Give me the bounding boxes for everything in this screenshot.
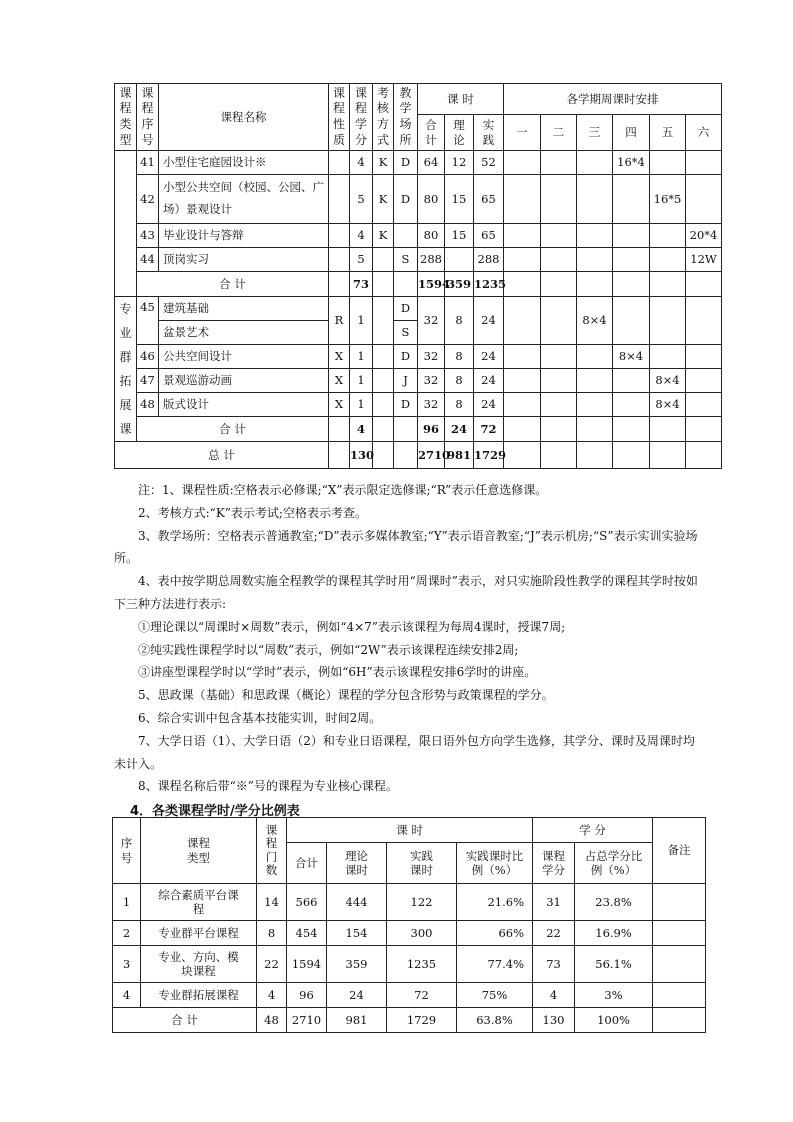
- note-7: 7、大学日语（1）、大学日语（2）和专业日语课程，限日语外包方向学生选修，其学分、课时及周课时均未计入。: [114, 733, 695, 771]
- course-hours-theory: 8: [445, 345, 474, 369]
- course-type-extension: 专 业 群 拓 展 课: [115, 297, 137, 442]
- note-3: 3、教学场所：空格表示普通教室;“D”表示多媒体教室;“Y”表示语音教室;“J”表示机房;“S”表示实训实验场所。: [114, 528, 698, 566]
- empty-cell: [373, 442, 394, 469]
- course-hours-total: 80: [418, 224, 445, 248]
- table-row: [113, 921, 706, 946]
- semester-cell: [541, 297, 577, 345]
- row-seq: 4: [113, 983, 141, 1008]
- course-hours-theory: 8: [445, 393, 474, 417]
- course-exam: [373, 248, 394, 272]
- semester-cell: [577, 151, 613, 175]
- sum-practice-ratio: 63.8%: [457, 1008, 533, 1033]
- course-credit: 1: [350, 345, 373, 369]
- semester-cell: [686, 297, 722, 345]
- header-hours-total: 合 计: [418, 115, 445, 151]
- course-credit: 1: [350, 297, 373, 345]
- course-credit: 5: [350, 248, 373, 272]
- semester-cell: [613, 175, 650, 224]
- header-hours-theory: 理 论: [445, 115, 474, 151]
- row-credit-ratio: 56.1%: [575, 946, 653, 983]
- header-course-credit: 课 程 学 分: [350, 84, 373, 151]
- header-count: 课 程 门 数: [257, 818, 287, 884]
- semester-cell: [613, 369, 650, 393]
- empty-cell: [613, 442, 650, 469]
- empty-cell: [650, 442, 686, 469]
- note-4a: ①理论课以“周课时×周数”表示，例如“4×7”表示该课程为每周4课时，授课7周;: [138, 619, 566, 634]
- course-credit: 4: [350, 151, 373, 175]
- course-credit: 1: [350, 393, 373, 417]
- semester-cell: [686, 393, 722, 417]
- course-venue: D: [394, 297, 418, 321]
- note-2: 2、考核方式:“K”表示考试;空格表示考查。: [138, 505, 367, 520]
- subtotal-credit: 4: [350, 417, 373, 442]
- row-practice: 72: [387, 983, 457, 1008]
- subtotal-hours-total: 1594: [418, 272, 445, 297]
- row-theory: 154: [327, 921, 387, 946]
- empty-cell: [541, 442, 577, 469]
- course-hours-practice: 52: [474, 151, 504, 175]
- course-nature: [329, 175, 350, 224]
- subtotal-credit: 73: [350, 272, 373, 297]
- semester-cell: [541, 151, 577, 175]
- ratio-table: [112, 817, 706, 1033]
- course-exam: [373, 393, 394, 417]
- course-venue: S: [394, 321, 418, 345]
- course-hours-theory: 15: [445, 224, 474, 248]
- course-hours-theory: [445, 248, 474, 272]
- course-exam: K: [373, 151, 394, 175]
- empty-cell: [329, 417, 350, 442]
- semester-cell: [650, 345, 686, 369]
- empty-cell: [504, 272, 541, 297]
- semester-cell: [504, 175, 541, 224]
- semester-cell: [650, 151, 686, 175]
- course-credit: 1: [350, 369, 373, 393]
- grand-total-row: [115, 442, 722, 469]
- row-credit-ratio: 23.8%: [575, 884, 653, 921]
- empty-cell: [686, 442, 722, 469]
- semester-cell: 16*5: [650, 175, 686, 224]
- row-count: 22: [257, 946, 287, 983]
- row-theory: 24: [327, 983, 387, 1008]
- course-exam: [373, 369, 394, 393]
- course-hours-total: 32: [418, 345, 445, 369]
- course-seq: 45: [137, 297, 159, 345]
- header-exam-method: 考 核 方 式: [373, 84, 394, 151]
- course-venue: D: [394, 151, 418, 175]
- course-hours-total: 80: [418, 175, 445, 224]
- course-name: 盆景艺术: [159, 321, 329, 345]
- empty-cell: [373, 417, 394, 442]
- note-6: 6、综合实训中包含基本技能实训，时间2周。: [138, 710, 382, 725]
- table-row: [115, 175, 722, 224]
- course-nature: X: [329, 393, 350, 417]
- semester-cell: [504, 345, 541, 369]
- header-theory: 理论 课时: [327, 843, 387, 884]
- course-venue: D: [394, 393, 418, 417]
- note-8: 8、课程名称后带“※”号的课程为专业核心课程。: [138, 779, 398, 794]
- empty-cell: [577, 272, 613, 297]
- sum-remark: [653, 1008, 706, 1033]
- course-nature: [329, 224, 350, 248]
- course-nature: [329, 151, 350, 175]
- row-seq: 2: [113, 921, 141, 946]
- header-hours-practice: 实 践: [474, 115, 504, 151]
- row-remark: [653, 983, 706, 1008]
- grand-total-theory: 981: [445, 442, 474, 469]
- header-teaching-venue: 教 学 场 所: [394, 84, 418, 151]
- header-semester-4: 四: [613, 115, 650, 151]
- row-type: 专业群平台课程: [141, 921, 257, 946]
- header-credit: 学 分: [533, 818, 653, 843]
- course-name: 顶岗实习: [159, 248, 329, 272]
- sum-count: 48: [257, 1008, 287, 1033]
- empty-cell: [650, 417, 686, 442]
- semester-cell: [577, 175, 613, 224]
- semester-cell: [504, 224, 541, 248]
- row-credit: 31: [533, 884, 575, 921]
- course-seq: 44: [137, 248, 159, 272]
- semester-cell: [577, 248, 613, 272]
- row-credit: 22: [533, 921, 575, 946]
- row-total: 1594: [287, 946, 327, 983]
- semester-cell: [613, 393, 650, 417]
- empty-cell: [504, 417, 541, 442]
- semester-cell: [504, 151, 541, 175]
- semester-cell: [541, 345, 577, 369]
- empty-cell: [577, 442, 613, 469]
- course-seq: 42: [137, 175, 159, 224]
- course-exam: K: [373, 175, 394, 224]
- semester-cell: [577, 369, 613, 393]
- course-hours-practice: 24: [474, 297, 504, 345]
- semester-cell: [541, 369, 577, 393]
- row-seq: 3: [113, 946, 141, 983]
- table-row: [113, 983, 706, 1008]
- semester-cell: [613, 297, 650, 345]
- course-hours-theory: 15: [445, 175, 474, 224]
- semester-cell: [504, 248, 541, 272]
- row-type: 专业、方向、模块课程: [141, 946, 257, 983]
- note-4: 4、表中按学期总周数实施全程教学的课程其学时用“周课时”表示，对只实施阶段性教学的课程其学时按如下三种方法进行表示:: [114, 574, 698, 611]
- semester-cell: 20*4: [686, 224, 722, 248]
- semester-cell: [613, 248, 650, 272]
- grand-total-credit: 130: [350, 442, 373, 469]
- semester-cell: [650, 224, 686, 248]
- semester-cell: [541, 248, 577, 272]
- header-total: 合计: [287, 843, 327, 884]
- course-name: 版式设计: [159, 393, 329, 417]
- course-hours-practice: 24: [474, 345, 504, 369]
- section-title: 4．各类课程学时/学分比例表: [130, 804, 300, 819]
- empty-cell: [613, 417, 650, 442]
- header-course-nature: 课 程 性 质: [329, 84, 350, 151]
- course-name: 小型公共空间（校园、公园、广场）景观设计: [159, 175, 329, 224]
- row-total: 96: [287, 983, 327, 1008]
- subtotal-row: [115, 417, 722, 442]
- course-nature: X: [329, 345, 350, 369]
- header-semester-schedule: 各学期周课时安排: [504, 84, 722, 115]
- course-name: 毕业设计与答辩: [159, 224, 329, 248]
- sum-total: 2710: [287, 1008, 327, 1033]
- course-type-cell: [115, 151, 137, 297]
- course-exam: [373, 297, 394, 345]
- semester-cell: [504, 297, 541, 345]
- header-semester-5: 五: [650, 115, 686, 151]
- table-row: [115, 345, 722, 369]
- header-credit-ratio: 占总学分比 例（%）: [575, 843, 653, 884]
- row-theory: 444: [327, 884, 387, 921]
- row-count: 8: [257, 921, 287, 946]
- semester-cell: [686, 345, 722, 369]
- semester-cell: [541, 175, 577, 224]
- course-venue: S: [394, 248, 418, 272]
- header-type: 课程 类型: [141, 818, 257, 884]
- course-seq: 46: [137, 345, 159, 369]
- course-name: 建筑基础: [159, 297, 329, 321]
- course-name: 景观巡游动画: [159, 369, 329, 393]
- empty-cell: [394, 442, 418, 469]
- semester-cell: [686, 175, 722, 224]
- row-type: 专业群拓展课程: [141, 983, 257, 1008]
- empty-cell: [329, 272, 350, 297]
- course-hours-practice: 288: [474, 248, 504, 272]
- empty-cell: [613, 272, 650, 297]
- row-type: 综合素质平台课程: [141, 884, 257, 921]
- course-credit: 5: [350, 175, 373, 224]
- course-hours-total: 64: [418, 151, 445, 175]
- header-remark: 备注: [653, 818, 706, 884]
- semester-cell: 16*4: [613, 151, 650, 175]
- row-credit-ratio: 3%: [575, 983, 653, 1008]
- row-credit-ratio: 16.9%: [575, 921, 653, 946]
- table-row: [115, 369, 722, 393]
- course-exam: [373, 345, 394, 369]
- header-semester-1: 一: [504, 115, 541, 151]
- semester-cell: 8×4: [650, 393, 686, 417]
- course-name: 小型住宅庭园设计※: [159, 151, 329, 175]
- course-exam: K: [373, 224, 394, 248]
- course-nature: R: [329, 297, 350, 345]
- header-hours: 课 时: [287, 818, 533, 843]
- empty-cell: [686, 417, 722, 442]
- row-count: 14: [257, 884, 287, 921]
- sum-credit-ratio: 100%: [575, 1008, 653, 1033]
- header-seq: 序 号: [113, 818, 141, 884]
- header-course-name: 课程名称: [159, 84, 329, 151]
- course-seq: 41: [137, 151, 159, 175]
- semester-cell: [686, 369, 722, 393]
- row-remark: [653, 946, 706, 983]
- course-nature: X: [329, 369, 350, 393]
- subtotal-label: 合 计: [137, 417, 329, 442]
- notes-section: [114, 479, 704, 798]
- note-4b: ②纯实践性课程学时以“周数”表示，例如“2W”表示该课程连续安排2周;: [138, 642, 519, 657]
- header-course-type: 课 程 类 型: [115, 84, 137, 151]
- semester-cell: [686, 151, 722, 175]
- header-credit-val: 课程 学分: [533, 843, 575, 884]
- note-5: 5、思政课（基础）和思政课（概论）课程的学分包含形势与政策课程的学分。: [138, 688, 554, 703]
- course-credit: 4: [350, 224, 373, 248]
- subtotal-row: [115, 272, 722, 297]
- table-row: [115, 297, 722, 321]
- note-4c: ③讲座型课程学时以“学时”表示，例如“6H”表示该课程安排6学时的讲座。: [138, 665, 537, 680]
- sum-label: 合 计: [113, 1008, 257, 1033]
- empty-cell: [394, 272, 418, 297]
- table-row: [115, 393, 722, 417]
- empty-cell: [686, 272, 722, 297]
- table-row: [113, 884, 706, 921]
- empty-cell: [373, 272, 394, 297]
- row-total: 454: [287, 921, 327, 946]
- empty-cell: [541, 272, 577, 297]
- header-course-seq: 课 程 序 号: [137, 84, 159, 151]
- table-row: [115, 248, 722, 272]
- course-venue: J: [394, 369, 418, 393]
- subtotal-hours-theory: 24: [445, 417, 474, 442]
- note-1: 注：1、课程性质:空格表示必修课;“X”表示限定选修课;“R”表示任意选修课。: [138, 483, 548, 497]
- semester-cell: [504, 393, 541, 417]
- semester-cell: 8×4: [650, 369, 686, 393]
- grand-total-hours: 2710: [418, 442, 445, 469]
- course-hours-total: 32: [418, 369, 445, 393]
- course-hours-total: 32: [418, 393, 445, 417]
- course-schedule-table: [114, 83, 722, 469]
- row-credit: 73: [533, 946, 575, 983]
- table-row: [115, 151, 722, 175]
- table-row: [115, 224, 722, 248]
- row-total: 566: [287, 884, 327, 921]
- row-practice-ratio: 66%: [457, 921, 533, 946]
- table-row: [113, 946, 706, 983]
- course-seq: 47: [137, 369, 159, 393]
- subtotal-hours-theory: 359: [445, 272, 474, 297]
- semester-cell: 8×4: [613, 345, 650, 369]
- course-venue: D: [394, 345, 418, 369]
- course-hours-practice: 65: [474, 224, 504, 248]
- empty-cell: [650, 272, 686, 297]
- course-venue: D: [394, 175, 418, 224]
- semester-cell: [504, 369, 541, 393]
- semester-cell: [541, 393, 577, 417]
- course-hours-practice: 65: [474, 175, 504, 224]
- header-semester-3: 三: [577, 115, 613, 151]
- grand-total-practice: 1729: [474, 442, 504, 469]
- row-practice-ratio: 75%: [457, 983, 533, 1008]
- subtotal-hours-practice: 72: [474, 417, 504, 442]
- course-venue: [394, 224, 418, 248]
- course-hours-theory: 8: [445, 297, 474, 345]
- semester-cell: [650, 248, 686, 272]
- row-practice: 122: [387, 884, 457, 921]
- header-hours: 课 时: [418, 84, 504, 115]
- grand-total-label: 总 计: [115, 442, 329, 469]
- empty-cell: [541, 417, 577, 442]
- course-seq: 43: [137, 224, 159, 248]
- course-hours-theory: 8: [445, 369, 474, 393]
- semester-cell: [577, 345, 613, 369]
- row-practice-ratio: 77.4%: [457, 946, 533, 983]
- row-seq: 1: [113, 884, 141, 921]
- semester-cell: 8×4: [577, 297, 613, 345]
- sum-theory: 981: [327, 1008, 387, 1033]
- course-hours-practice: 24: [474, 393, 504, 417]
- course-hours-total: 32: [418, 297, 445, 345]
- semester-cell: [541, 224, 577, 248]
- header-semester-6: 六: [686, 115, 722, 151]
- row-practice: 300: [387, 921, 457, 946]
- empty-cell: [577, 417, 613, 442]
- row-remark: [653, 884, 706, 921]
- header-practice: 实践 课时: [387, 843, 457, 884]
- row-theory: 359: [327, 946, 387, 983]
- sum-row: [113, 1008, 706, 1033]
- header-semester-2: 二: [541, 115, 577, 151]
- empty-cell: [394, 417, 418, 442]
- semester-cell: 12W: [686, 248, 722, 272]
- course-nature: [329, 248, 350, 272]
- row-practice-ratio: 21.6%: [457, 884, 533, 921]
- subtotal-label: 合 计: [137, 272, 329, 297]
- semester-cell: [577, 224, 613, 248]
- row-credit: 4: [533, 983, 575, 1008]
- subtotal-hours-practice: 1235: [474, 272, 504, 297]
- sum-practice: 1729: [387, 1008, 457, 1033]
- course-hours-practice: 24: [474, 369, 504, 393]
- row-remark: [653, 921, 706, 946]
- header-practice-ratio: 实践课时比 例（%）: [457, 843, 533, 884]
- semester-cell: [577, 393, 613, 417]
- subtotal-hours-total: 96: [418, 417, 445, 442]
- row-practice: 1235: [387, 946, 457, 983]
- sum-credit: 130: [533, 1008, 575, 1033]
- course-seq: 48: [137, 393, 159, 417]
- row-count: 4: [257, 983, 287, 1008]
- semester-cell: [650, 297, 686, 345]
- course-hours-theory: 12: [445, 151, 474, 175]
- empty-cell: [504, 442, 541, 469]
- empty-cell: [329, 442, 350, 469]
- semester-cell: [613, 224, 650, 248]
- course-hours-total: 288: [418, 248, 445, 272]
- course-name: 公共空间设计: [159, 345, 329, 369]
